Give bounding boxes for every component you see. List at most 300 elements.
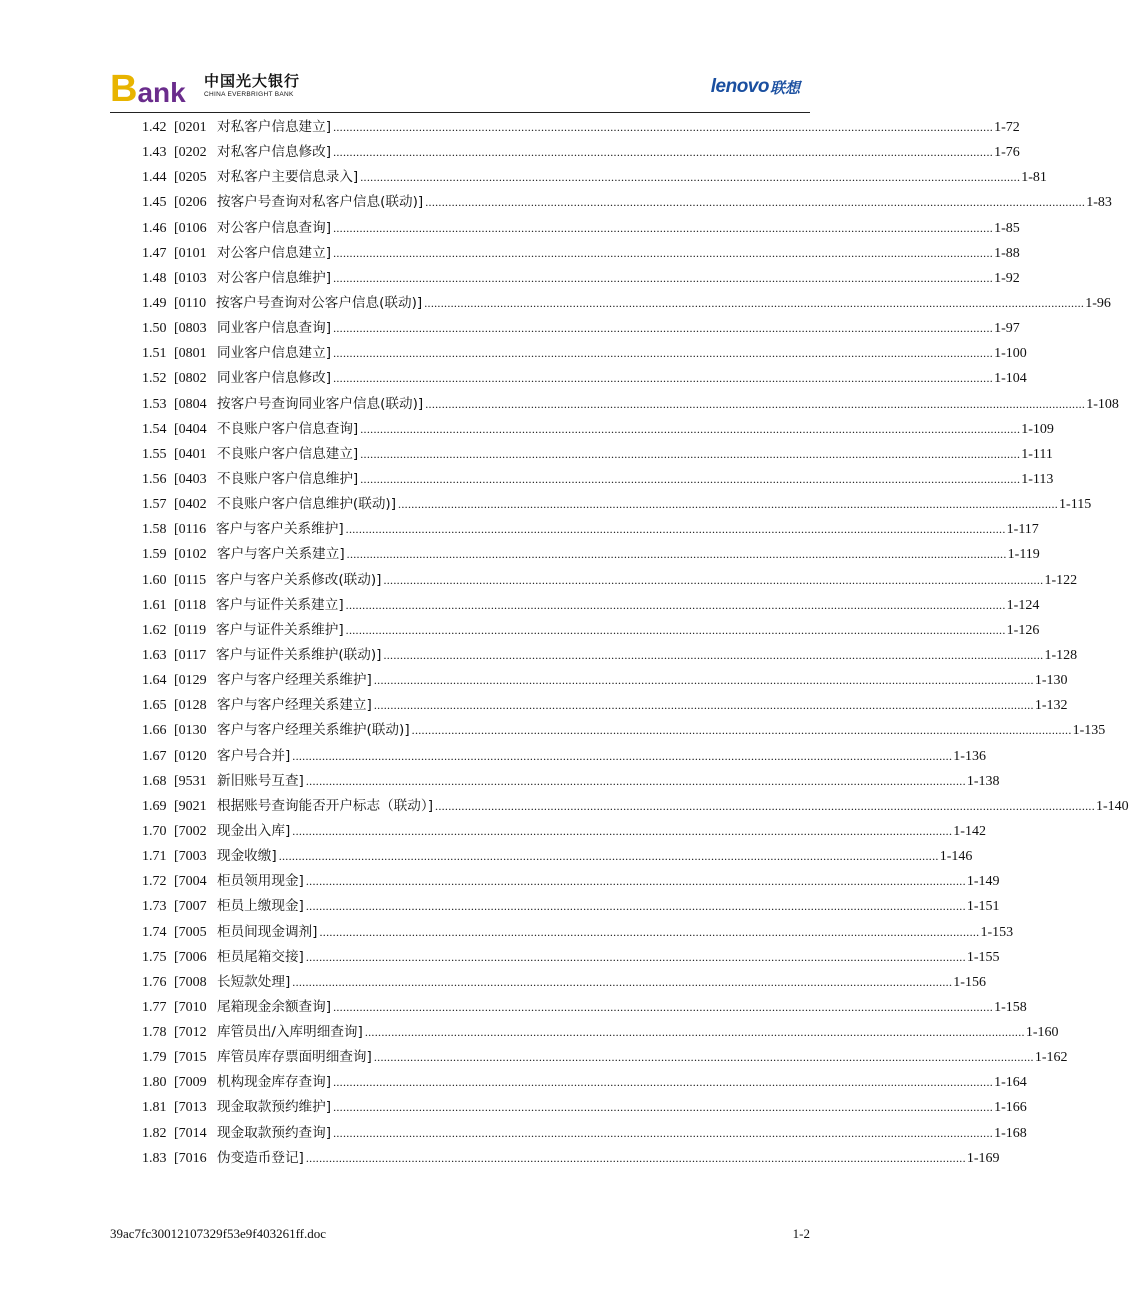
toc-entry-code: [0106 [174,220,207,236]
toc-entry-page: 1-140 [1095,794,1129,819]
toc-entry-body [217,366,1027,391]
toc-entry[interactable] [110,542,1040,567]
toc-entry[interactable] [110,794,1129,819]
toc-entry-body [217,769,1000,794]
toc-entry-number: 1.80 [142,1075,167,1091]
toc-entry-code: [0401 [174,446,207,462]
toc-entry-number: 1.82 [142,1125,167,1141]
toc-entry[interactable] [110,844,973,869]
toc-entry[interactable] [110,593,1040,618]
toc-entry-body [217,1095,1027,1120]
toc-dot-leader: ........................................................................................................................................................................................................ [435,798,1096,813]
lenovo-logo [711,76,800,98]
toc-entry-body [217,1146,1000,1171]
toc-dot-leader: ........................................................................................................................................................................................................ [425,396,1086,411]
toc-dot-leader: ........................................................................................................................................................................................................ [383,572,1044,587]
toc-dot-leader: ........................................................................................................................................................................................................ [411,723,1072,738]
toc-entry[interactable] [110,442,1053,467]
toc-dot-leader: ........................................................................................................................................................................................................ [360,446,1021,461]
toc-entry-body [217,869,1000,894]
toc-dot-leader: ........................................................................................................................................................................................................ [345,597,1006,612]
toc-entry[interactable] [110,316,1020,341]
toc-entry-code: [0103 [174,270,207,286]
toc-entry-number: 1.73 [142,899,167,915]
toc-entry-body [217,794,1129,819]
toc-dot-leader: ........................................................................................................................................................................................................ [333,270,994,285]
toc-entry-code: [0130 [174,723,207,739]
toc-entry-number: 1.61 [142,597,167,613]
toc-entry-page: 1-100 [993,341,1027,366]
toc-dot-leader: ........................................................................................................................................................................................................ [425,195,1086,210]
toc-dot-leader: ........................................................................................................................................................................................................ [292,823,953,838]
toc-entry-body [217,844,973,869]
toc-entry-page: 1-149 [966,869,1000,894]
toc-entry-page: 1-162 [1034,1045,1068,1070]
page-header [110,60,810,112]
toc-entry-title: 不良账户客户信息维护(联动)] [217,492,398,517]
toc-entry-code: [0201 [174,120,207,135]
toc-entry-title: 客户与客户经理关系维护] [217,668,374,693]
toc-entry-page: 1-124 [1006,593,1040,618]
toc-entry-page: 1-158 [993,995,1027,1020]
toc-dot-leader: ........................................................................................................................................................................................................ [305,773,966,788]
toc-dot-leader: ........................................................................................................................................................................................................ [360,170,1021,185]
toc-entry-title: 柜员尾箱交接] [217,945,306,970]
toc-entry-code: [7009 [174,1075,207,1091]
toc-entry-title: 按客户号查询同业客户信息(联动)] [217,392,425,417]
toc-entry-number: 1.51 [142,346,167,362]
toc-entry-code: [7010 [174,999,207,1015]
bank-logo [110,68,186,108]
toc-entry-title: 尾箱现金余额查询] [217,995,333,1020]
toc-entry-number: 1.83 [142,1150,167,1166]
table-of-contents [110,115,1129,1171]
toc-entry-number: 1.81 [142,1100,167,1116]
toc-entry-body [217,392,1119,417]
toc-entry-number: 1.49 [142,295,167,311]
toc-entry[interactable] [110,869,1000,894]
toc-entry-code: [0116 [174,522,207,538]
toc-entry-number: 1.54 [142,421,167,437]
toc-entry-body [217,1045,1068,1070]
toc-entry-body [216,568,1078,593]
toc-entry-title: 对公客户信息维护] [217,266,333,291]
toc-entry-code: [0120 [174,748,207,764]
toc-entry-page: 1-83 [1085,190,1112,215]
toc-entry-code: [0802 [174,371,207,387]
toc-entry-body [217,442,1053,467]
toc-dot-leader: ........................................................................................................................................................................................................ [424,295,1085,310]
toc-entry[interactable] [110,291,1111,316]
toc-entry-title: 柜员上缴现金] [217,894,306,919]
toc-entry-title: 伪变造币登记] [217,1146,306,1171]
toc-entry-title: 客户与证件关系维护] [216,618,346,643]
toc-entry[interactable] [110,266,1020,291]
toc-entry-page: 1-135 [1072,718,1106,743]
toc-entry-body [217,492,1092,517]
toc-entry-title: 对私客户信息建立] [217,115,333,140]
toc-entry[interactable] [110,341,1027,366]
toc-entry-page: 1-153 [979,920,1013,945]
toc-entry[interactable] [110,392,1119,417]
toc-entry-code: [0402 [174,497,207,513]
toc-entry-code: [7014 [174,1125,207,1141]
toc-entry-number: 1.47 [142,245,167,261]
bank-name [204,72,300,99]
toc-entry-title: 客户与客户关系维护] [216,517,346,542]
toc-entry-title: 客户号合并] [217,744,292,769]
toc-dot-leader: ........................................................................................................................................................................................................ [292,974,953,989]
toc-entry[interactable] [110,190,1112,215]
toc-dot-leader: ........................................................................................................................................................................................................ [305,949,966,964]
toc-dot-leader: ........................................................................................................................................................................................................ [333,145,994,160]
toc-entry-body [217,417,1054,442]
toc-entry-number: 1.44 [142,170,167,186]
toc-entry[interactable] [110,618,1040,643]
toc-entry-body [217,216,1020,241]
toc-entry-page: 1-132 [1034,693,1068,718]
toc-entry-code: [0202 [174,145,207,161]
toc-entry-body [217,115,1020,140]
lenovo-logo-cn: 联想 [769,78,800,97]
toc-dot-leader: ........................................................................................................................................................................................................ [292,748,953,763]
toc-entry-page: 1-109 [1020,417,1054,442]
toc-entry-number: 1.45 [142,195,167,211]
toc-dot-leader: ........................................................................................................................................................................................................ [305,1150,966,1165]
toc-entry-page: 1-136 [952,744,986,769]
toc-entry[interactable] [110,995,1027,1020]
toc-entry[interactable] [110,1121,1027,1146]
toc-dot-leader: ........................................................................................................................................................................................................ [373,1050,1034,1065]
toc-entry-page: 1-138 [966,769,1000,794]
toc-entry-page: 1-104 [993,366,1027,391]
toc-entry-body [216,618,1040,643]
toc-entry-title: 长短款处理] [217,970,292,995]
toc-entry-number: 1.75 [142,949,167,965]
toc-entry-page: 1-130 [1034,668,1068,693]
toc-entry-code: [0129 [174,673,207,689]
toc-entry-title: 客户与证件关系维护(联动)] [216,643,383,668]
toc-entry-title: 现金出入库] [217,819,292,844]
toc-entry-body [216,291,1111,316]
toc-entry-code: [9531 [174,773,207,789]
toc-entry-code: [7003 [174,849,207,865]
toc-entry-body [217,165,1047,190]
toc-entry-code: [9021 [174,798,207,814]
header-divider [110,112,810,113]
toc-entry-number: 1.66 [142,723,167,739]
toc-entry[interactable] [110,970,986,995]
toc-entry-page: 1-76 [993,140,1020,165]
toc-entry-title: 按客户号查询对公客户信息(联动)] [216,291,424,316]
toc-entry-code: [7002 [174,823,207,839]
toc-entry-code: [0403 [174,471,207,487]
toc-entry-code: [7005 [174,924,207,940]
toc-entry-number: 1.55 [142,446,167,462]
toc-entry-code: [7012 [174,1025,207,1041]
toc-entry[interactable] [110,693,1068,718]
bank-logo-text: ank [137,77,186,108]
toc-entry-code: [7006 [174,949,207,965]
toc-entry-number: 1.65 [142,698,167,714]
toc-dot-leader: ........................................................................................................................................................................................................ [319,924,980,939]
toc-entry-page: 1-151 [966,894,1000,919]
toc-entry-page: 1-146 [939,844,973,869]
toc-dot-leader: ........................................................................................................................................................................................................ [333,220,994,235]
toc-entry-number: 1.64 [142,673,167,689]
toc-entry-code: [0117 [174,647,207,663]
toc-entry-page: 1-92 [993,266,1020,291]
toc-entry-number: 1.56 [142,471,167,487]
toc-entry[interactable] [110,517,1039,542]
toc-entry-number: 1.74 [142,924,167,940]
toc-entry[interactable] [110,1020,1059,1045]
toc-entry-body [217,341,1027,366]
toc-entry-number: 1.71 [142,849,167,865]
toc-entry-title: 新旧账号互查] [217,769,306,794]
toc-entry[interactable] [110,492,1092,517]
toc-entry-code: [0110 [174,295,207,311]
toc-entry[interactable] [110,894,1000,919]
toc-entry-number: 1.68 [142,773,167,789]
toc-entry-code: [0102 [174,547,207,563]
toc-entry-body [217,945,1000,970]
toc-entry-number: 1.52 [142,371,167,387]
toc-entry-body [217,894,1000,919]
toc-entry-code: [7004 [174,874,207,890]
toc-dot-leader: ........................................................................................................................................................................................................ [383,647,1044,662]
toc-dot-leader: ........................................................................................................................................................................................................ [333,346,994,361]
toc-entry[interactable] [110,769,1000,794]
toc-entry-page: 1-119 [1007,542,1040,567]
toc-entry[interactable] [110,366,1027,391]
toc-entry-body [217,266,1020,291]
toc-entry-page: 1-85 [993,216,1020,241]
toc-entry-page: 1-155 [966,945,1000,970]
toc-entry-title: 不良账户客户信息维护] [217,467,360,492]
toc-entry-title: 库管员库存票面明细查询] [217,1045,374,1070]
toc-entry-page: 1-88 [993,241,1020,266]
toc-dot-leader: ........................................................................................................................................................................................................ [305,874,966,889]
toc-entry[interactable] [110,668,1068,693]
toc-entry-page: 1-72 [993,115,1020,140]
toc-entry-code: [7013 [174,1100,207,1116]
toc-dot-leader: ........................................................................................................................................................................................................ [333,1075,994,1090]
toc-entry-page: 1-122 [1043,568,1077,593]
toc-entry[interactable] [110,945,1000,970]
toc-entry[interactable] [110,140,1020,165]
toc-entry-number: 1.50 [142,321,167,337]
toc-entry-title: 同业客户信息查询] [217,316,333,341]
toc-entry-title: 机构现金库存查询] [217,1070,333,1095]
toc-dot-leader: ........................................................................................................................................................................................................ [333,245,994,260]
toc-entry[interactable] [110,1095,1027,1120]
toc-entry-body [217,693,1068,718]
toc-entry-number: 1.48 [142,270,167,286]
toc-entry-code: [0101 [174,245,207,261]
toc-entry-code: [0404 [174,421,207,437]
toc-entry-code: [0118 [174,597,207,613]
toc-entry-title: 对公客户信息建立] [217,241,333,266]
toc-entry-body [217,995,1027,1020]
toc-entry-title: 客户与客户关系修改(联动)] [216,568,383,593]
toc-entry-number: 1.59 [142,547,167,563]
toc-dot-leader: ........................................................................................................................................................................................................ [364,1025,1025,1040]
toc-entry-number: 1.67 [142,748,167,764]
toc-entry-number: 1.72 [142,874,167,890]
toc-entry[interactable] [110,1045,1068,1070]
toc-entry-code: [0128 [174,698,207,714]
toc-entry-number: 1.62 [142,622,167,638]
toc-entry-body [217,542,1040,567]
toc-entry[interactable] [110,819,986,844]
toc-entry-code: [7016 [174,1150,207,1166]
toc-entry-page: 1-160 [1025,1020,1059,1045]
toc-dot-leader: ........................................................................................................................................................................................................ [345,622,1006,637]
toc-dot-leader: ........................................................................................................................................................................................................ [278,849,939,864]
toc-entry-number: 1.77 [142,999,167,1015]
toc-entry-page: 1-126 [1006,618,1040,643]
toc-entry-body [217,668,1068,693]
toc-entry[interactable] [110,467,1054,492]
toc-entry-page: 1-169 [966,1146,1000,1171]
toc-entry-code: [0206 [174,195,207,211]
toc-entry-code: [0803 [174,321,207,337]
toc-entry[interactable] [110,241,1020,266]
toc-entry-title: 客户与证件关系建立] [216,593,346,618]
toc-entry-number: 1.43 [142,145,167,161]
toc-entry-code: [0119 [174,622,207,638]
toc-entry-page: 1-96 [1084,291,1111,316]
toc-dot-leader: ........................................................................................................................................................................................................ [333,1100,994,1115]
toc-entry-title: 同业客户信息建立] [217,341,333,366]
toc-entry-title: 柜员间现金调剂] [217,920,319,945]
toc-dot-leader: ........................................................................................................................................................................................................ [305,899,966,914]
toc-dot-leader: ........................................................................................................................................................................................................ [360,471,1021,486]
toc-entry-title: 按客户号查询对私客户信息(联动)] [217,190,425,215]
toc-entry-body [217,744,986,769]
toc-entry-number: 1.69 [142,798,167,814]
toc-entry-title: 库管员出/入库明细查询] [217,1020,365,1045]
lenovo-logo-en: lenovo [710,76,769,97]
toc-entry-title: 现金收缴] [217,844,279,869]
bank-logo-b: B [110,68,137,110]
toc-dot-leader: ........................................................................................................................................................................................................ [360,421,1021,436]
toc-entry-body [217,819,986,844]
toc-entry-number: 1.46 [142,220,167,236]
toc-dot-leader: ........................................................................................................................................................................................................ [333,371,994,386]
toc-entry-number: 1.63 [142,647,167,663]
toc-entry-number: 1.58 [142,522,167,538]
toc-dot-leader: ........................................................................................................................................................................................................ [333,999,994,1014]
toc-entry-page: 1-156 [952,970,986,995]
toc-entry-body [217,1020,1059,1045]
toc-entry[interactable] [110,718,1106,743]
toc-entry[interactable] [110,568,1078,593]
toc-entry-page: 1-117 [1006,517,1039,542]
toc-entry-number: 1.57 [142,497,167,513]
toc-entry-title: 不良账户客户信息建立] [217,442,360,467]
toc-entry-page: 1-111 [1020,442,1053,467]
toc-entry-title: 客户与客户关系建立] [217,542,347,567]
bank-name-en: CHINA EVERBRIGHT BANK [204,91,294,98]
toc-entry-body [216,643,1078,668]
toc-entry-code: [7015 [174,1050,207,1066]
toc-entry[interactable] [110,1070,1027,1095]
toc-entry-number: 1.53 [142,396,167,412]
toc-dot-leader: ........................................................................................................................................................................................................ [333,1125,994,1140]
toc-entry-body [217,241,1020,266]
toc-entry-title: 根据账号查询能否开户标志（联动）] [217,794,435,819]
toc-entry-number: 1.79 [142,1050,167,1066]
bank-name-cn: 中国光大银行 [204,72,301,90]
toc-entry-page: 1-166 [993,1095,1027,1120]
toc-entry-number: 1.78 [142,1025,167,1041]
toc-entry-title: 柜员领用现金] [217,869,306,894]
toc-entry[interactable] [110,744,986,769]
toc-entry-title: 对私客户主要信息录入] [217,165,360,190]
toc-entry-page: 1-164 [993,1070,1027,1095]
toc-dot-leader: ........................................................................................................................................................................................................ [398,497,1059,512]
toc-entry[interactable] [110,1146,1000,1171]
toc-entry-number: 1.70 [142,823,167,839]
toc-entry[interactable] [110,643,1078,668]
toc-entry-page: 1-81 [1020,165,1047,190]
toc-entry-body [216,517,1039,542]
toc-entry-body [217,467,1054,492]
toc-entry-page: 1-97 [993,316,1020,341]
toc-entry-title: 客户与客户经理关系维护(联动)] [217,718,412,743]
toc-entry-body [217,970,986,995]
toc-entry-number: 1.76 [142,974,167,990]
toc-entry-page: 1-128 [1043,643,1077,668]
toc-dot-leader: ........................................................................................................................................................................................................ [345,522,1006,537]
toc-entry-body [217,1070,1027,1095]
toc-entry-title: 客户与客户经理关系建立] [217,693,374,718]
toc-entry-code: [0115 [174,572,207,588]
toc-dot-leader: ........................................................................................................................................................................................................ [373,698,1034,713]
toc-entry-number: 1.60 [142,572,167,588]
toc-entry-body [217,718,1106,743]
footer-page-number: 1-2 [792,1226,810,1241]
toc-entry[interactable] [110,920,1014,945]
toc-entry-body [216,593,1040,618]
toc-entry-code: [0801 [174,346,207,362]
toc-entry[interactable] [110,216,1020,241]
toc-entry-title: 对私客户信息修改] [217,140,333,165]
toc-entry-page: 1-113 [1020,467,1053,492]
toc-entry-code: [7008 [174,974,207,990]
toc-entry-body [217,1121,1027,1146]
toc-entry-title: 不良账户客户信息查询] [217,417,360,442]
toc-entry[interactable] [110,417,1054,442]
toc-entry-page: 1-142 [952,819,986,844]
toc-entry-number: 1.42 [142,120,167,135]
toc-dot-leader: ........................................................................................................................................................................................................ [333,321,994,336]
toc-dot-leader: ........................................................................................................................................................................................................ [333,120,994,134]
toc-dot-leader: ........................................................................................................................................................................................................ [373,673,1034,688]
toc-entry-code: [0804 [174,396,207,412]
toc-entry-title: 同业客户信息修改] [217,366,333,391]
toc-entry-title: 对公客户信息查询] [217,216,333,241]
toc-entry-page: 1-108 [1085,392,1119,417]
toc-entry[interactable] [110,165,1047,190]
toc-entry[interactable] [110,115,1020,140]
toc-entry-title: 现金取款预约维护] [217,1095,333,1120]
toc-dot-leader: ........................................................................................................................................................................................................ [346,547,1007,562]
toc-entry-code: [0205 [174,170,207,186]
toc-entry-body [217,140,1020,165]
